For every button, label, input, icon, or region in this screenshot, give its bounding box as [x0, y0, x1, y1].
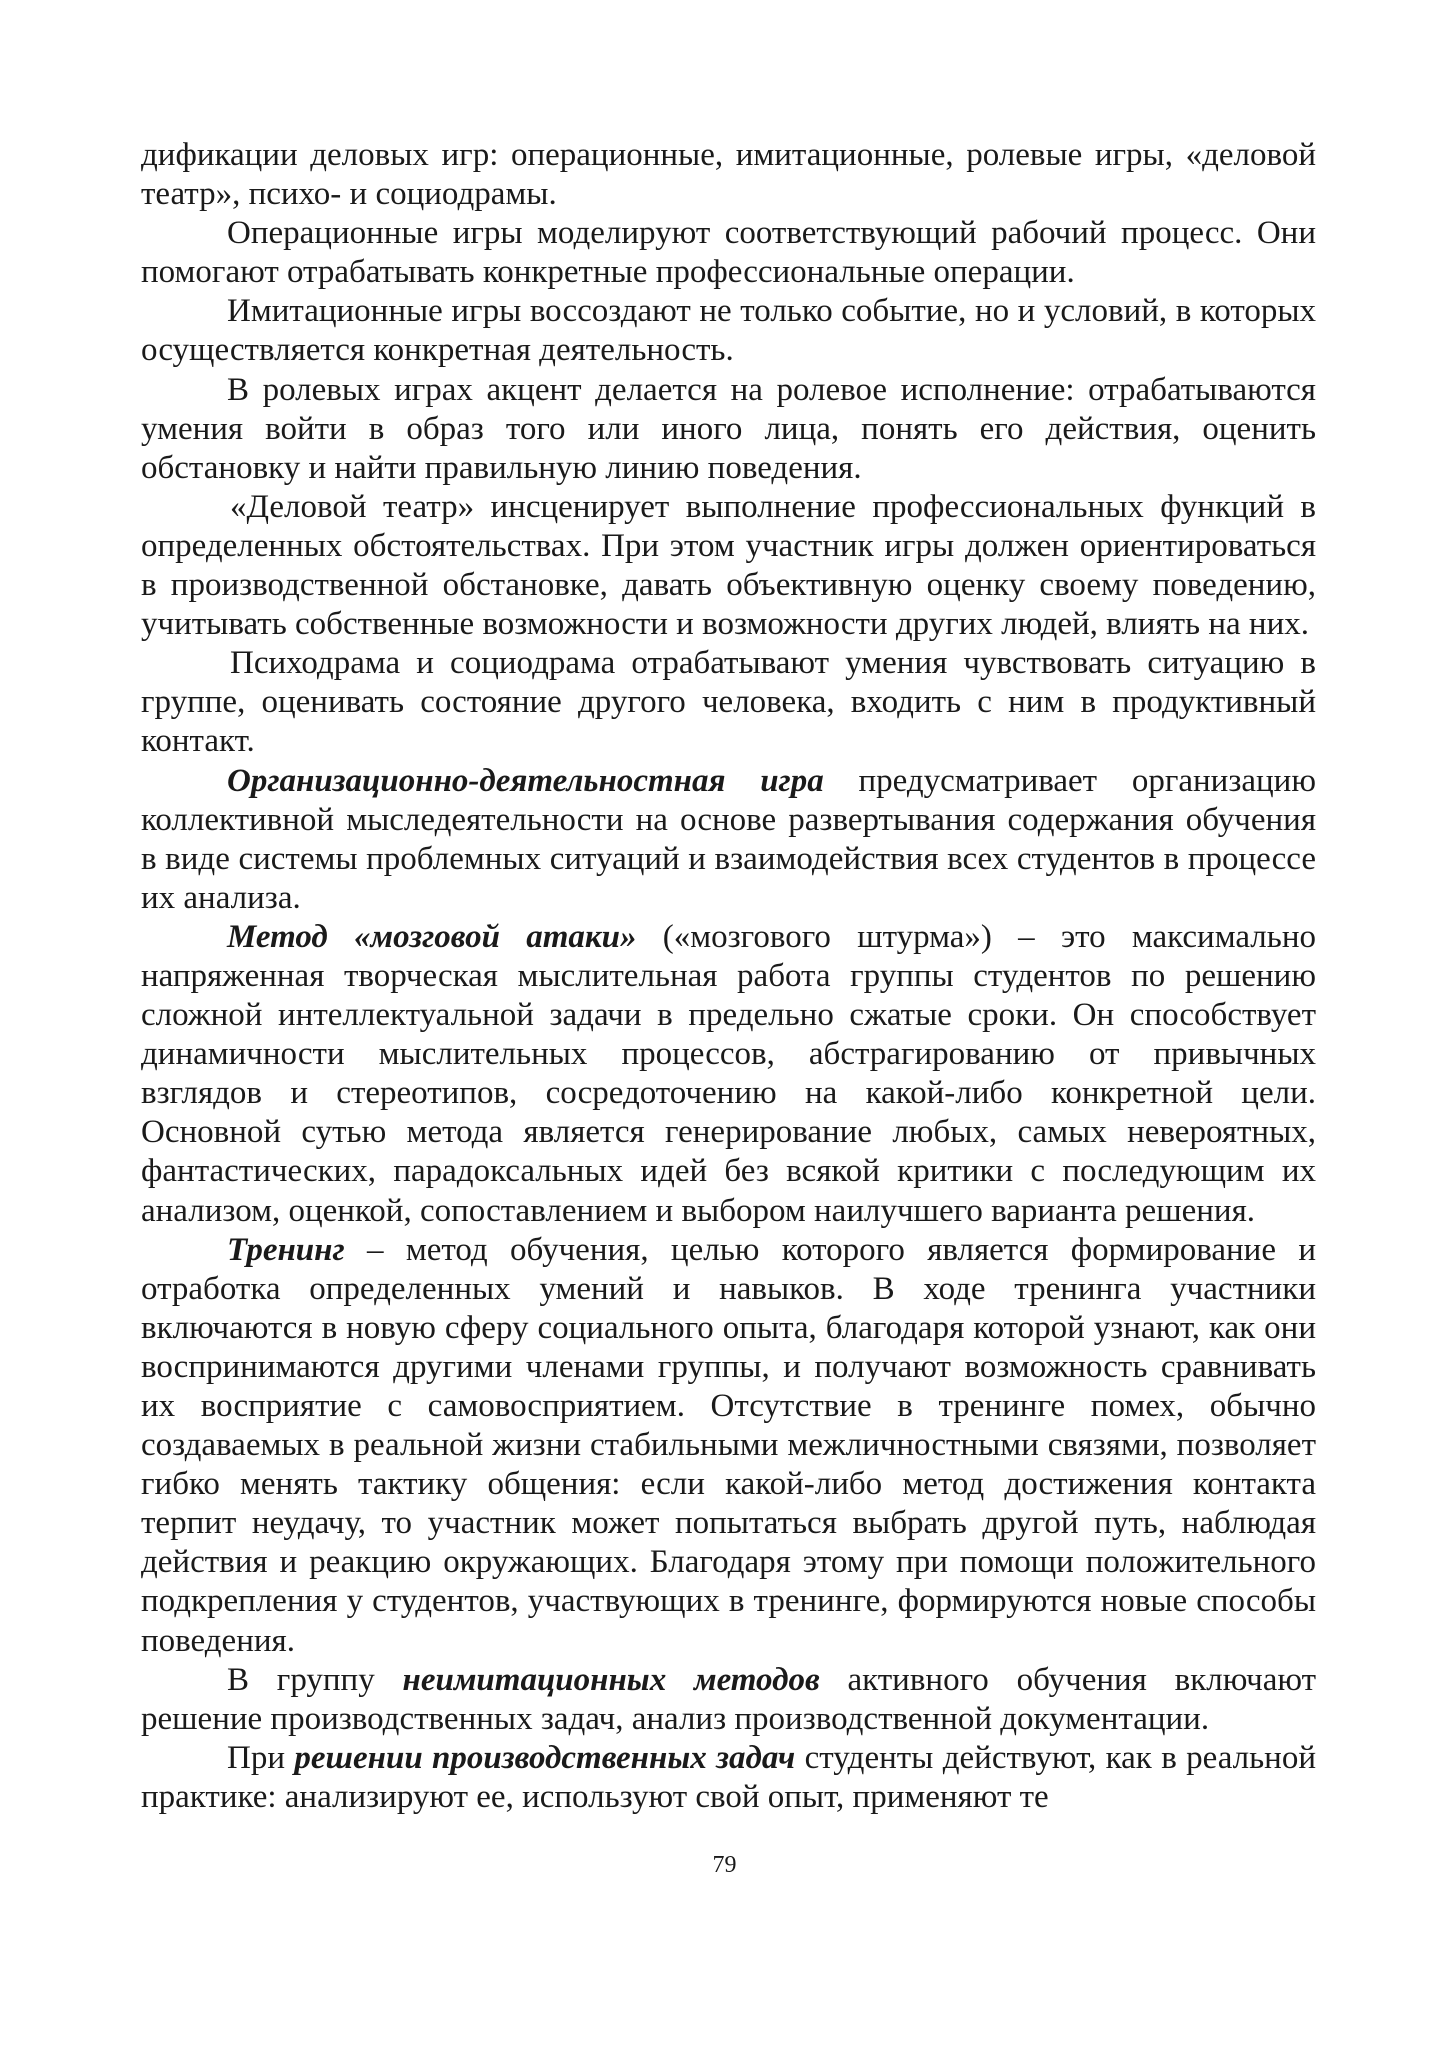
paragraph-business-theatre: [141, 488, 1316, 644]
paragraph-text: Психодрама и социодрама отрабатывают умения чувствовать ситуацию в группе, оценивать состояние другого человека, входить с ним в продуктивный контакт.: [141, 645, 1316, 760]
paragraph-text: В ролевых играх акцент делается на ролевое исполнение: отрабатываются умения войти в образ того или иного лица, понять его действия, оценить обстановку и найти правильную линию поведения.: [141, 371, 1316, 486]
paragraph-non-simulation-methods: [141, 1661, 1316, 1739]
paragraph-role-games: [141, 371, 1316, 488]
paragraph-text: «Деловой театр» инсценирует выполнение профессиональных функций в определенных обстоятельствах. При этом участник игры должен ориентироваться в производственной обстановке, давать объективную оценку своему поведению, учитывать собственные возможности и возможности других людей, влиять на них.: [141, 488, 1316, 643]
term-emphasis: неимитационных методов: [402, 1661, 820, 1698]
paragraph-text: («мозгового штурма») – это максимально напряженная творческая мыслительная работа группы студентов по решению сложной интеллектуальной задачи в предельно сжатые сроки. Он способствует динамичности мыслительных процессов, абстрагированию от привычных взглядов и стереотипов, сосредоточению на какой-либо конкретной цели. Основной сутью метода является генерирование любых, самых невероятных, фантастических, парадоксальных идей без всякой критики с последующим их анализом, оценкой, сопоставлением и выбором наилучшего варианта решения.: [141, 918, 1316, 1229]
paragraph-prefix: При: [227, 1739, 295, 1776]
paragraph-psychodrama: [141, 644, 1316, 761]
page-body: [141, 136, 1316, 1817]
paragraph-text: дификации деловых игр: операционные, имитационные, ролевые игры, «деловой театр», психо- и социодрамы.: [141, 137, 1316, 213]
term-emphasis: решении производственных задач: [294, 1739, 796, 1776]
paragraph-prefix: В группу: [227, 1661, 403, 1698]
paragraph-simulation-games: [141, 292, 1316, 370]
term-emphasis: Тренинг: [227, 1231, 345, 1268]
paragraph-production-tasks: [141, 1739, 1316, 1817]
paragraph-text: студенты действуют, как в реальной практике: анализируют ее, используют свой опыт, применяют те: [141, 1739, 1316, 1815]
paragraph-text: – метод обучения, целью которого является формирование и отработка определенных умений и навыков. В ходе тренинга участники включаются в новую сферу социального опыта, благодаря которой узнают, как они воспринимаются другими членами группы, и получают возможность сравнивать их восприятие с самовосприятием. Отсутствие в тренинге помех, обычно создаваемых в реальной жизни стабильными межличностными связями, позволяет гибко менять тактику общения: если какой-либо метод достижения контакта терпит неудачу, то участник может попытаться выбрать другой путь, наблюдая действия и реакцию окружающих. Благодаря этому при помощи положительного подкрепления у студентов, участвующих в тренинге, формируются новые способы поведения.: [141, 1231, 1316, 1659]
paragraph-text: Имитационные игры воссоздают не только событие, но и условий, в которых осуществляется конкретная деятельность.: [141, 293, 1316, 369]
paragraph-brainstorm: [141, 918, 1316, 1231]
paragraph-text: предусматривает организацию коллективной мыследеятельности на основе развертывания содержания обучения в виде системы проблемных ситуаций и взаимодействия всех студентов в процессе их анализа.: [141, 762, 1316, 916]
term-emphasis: Организационно-деятельностная игра: [227, 762, 824, 799]
term-emphasis: Метод «мозговой атаки»: [227, 918, 637, 955]
paragraph-continuation: [141, 136, 1316, 214]
paragraph-organizational-game: [141, 762, 1316, 918]
page-number: 79: [712, 1852, 737, 1878]
paragraph-training: [141, 1231, 1316, 1661]
paragraph-text: активного обучения включают решение производственных задач, анализ производственной документации.: [141, 1661, 1316, 1737]
paragraph-text: Операционные игры моделируют соответствующий рабочий процесс. Они помогают отрабатывать конкретные профессиональные операции.: [141, 215, 1316, 291]
paragraph-operational-games: [141, 214, 1316, 292]
